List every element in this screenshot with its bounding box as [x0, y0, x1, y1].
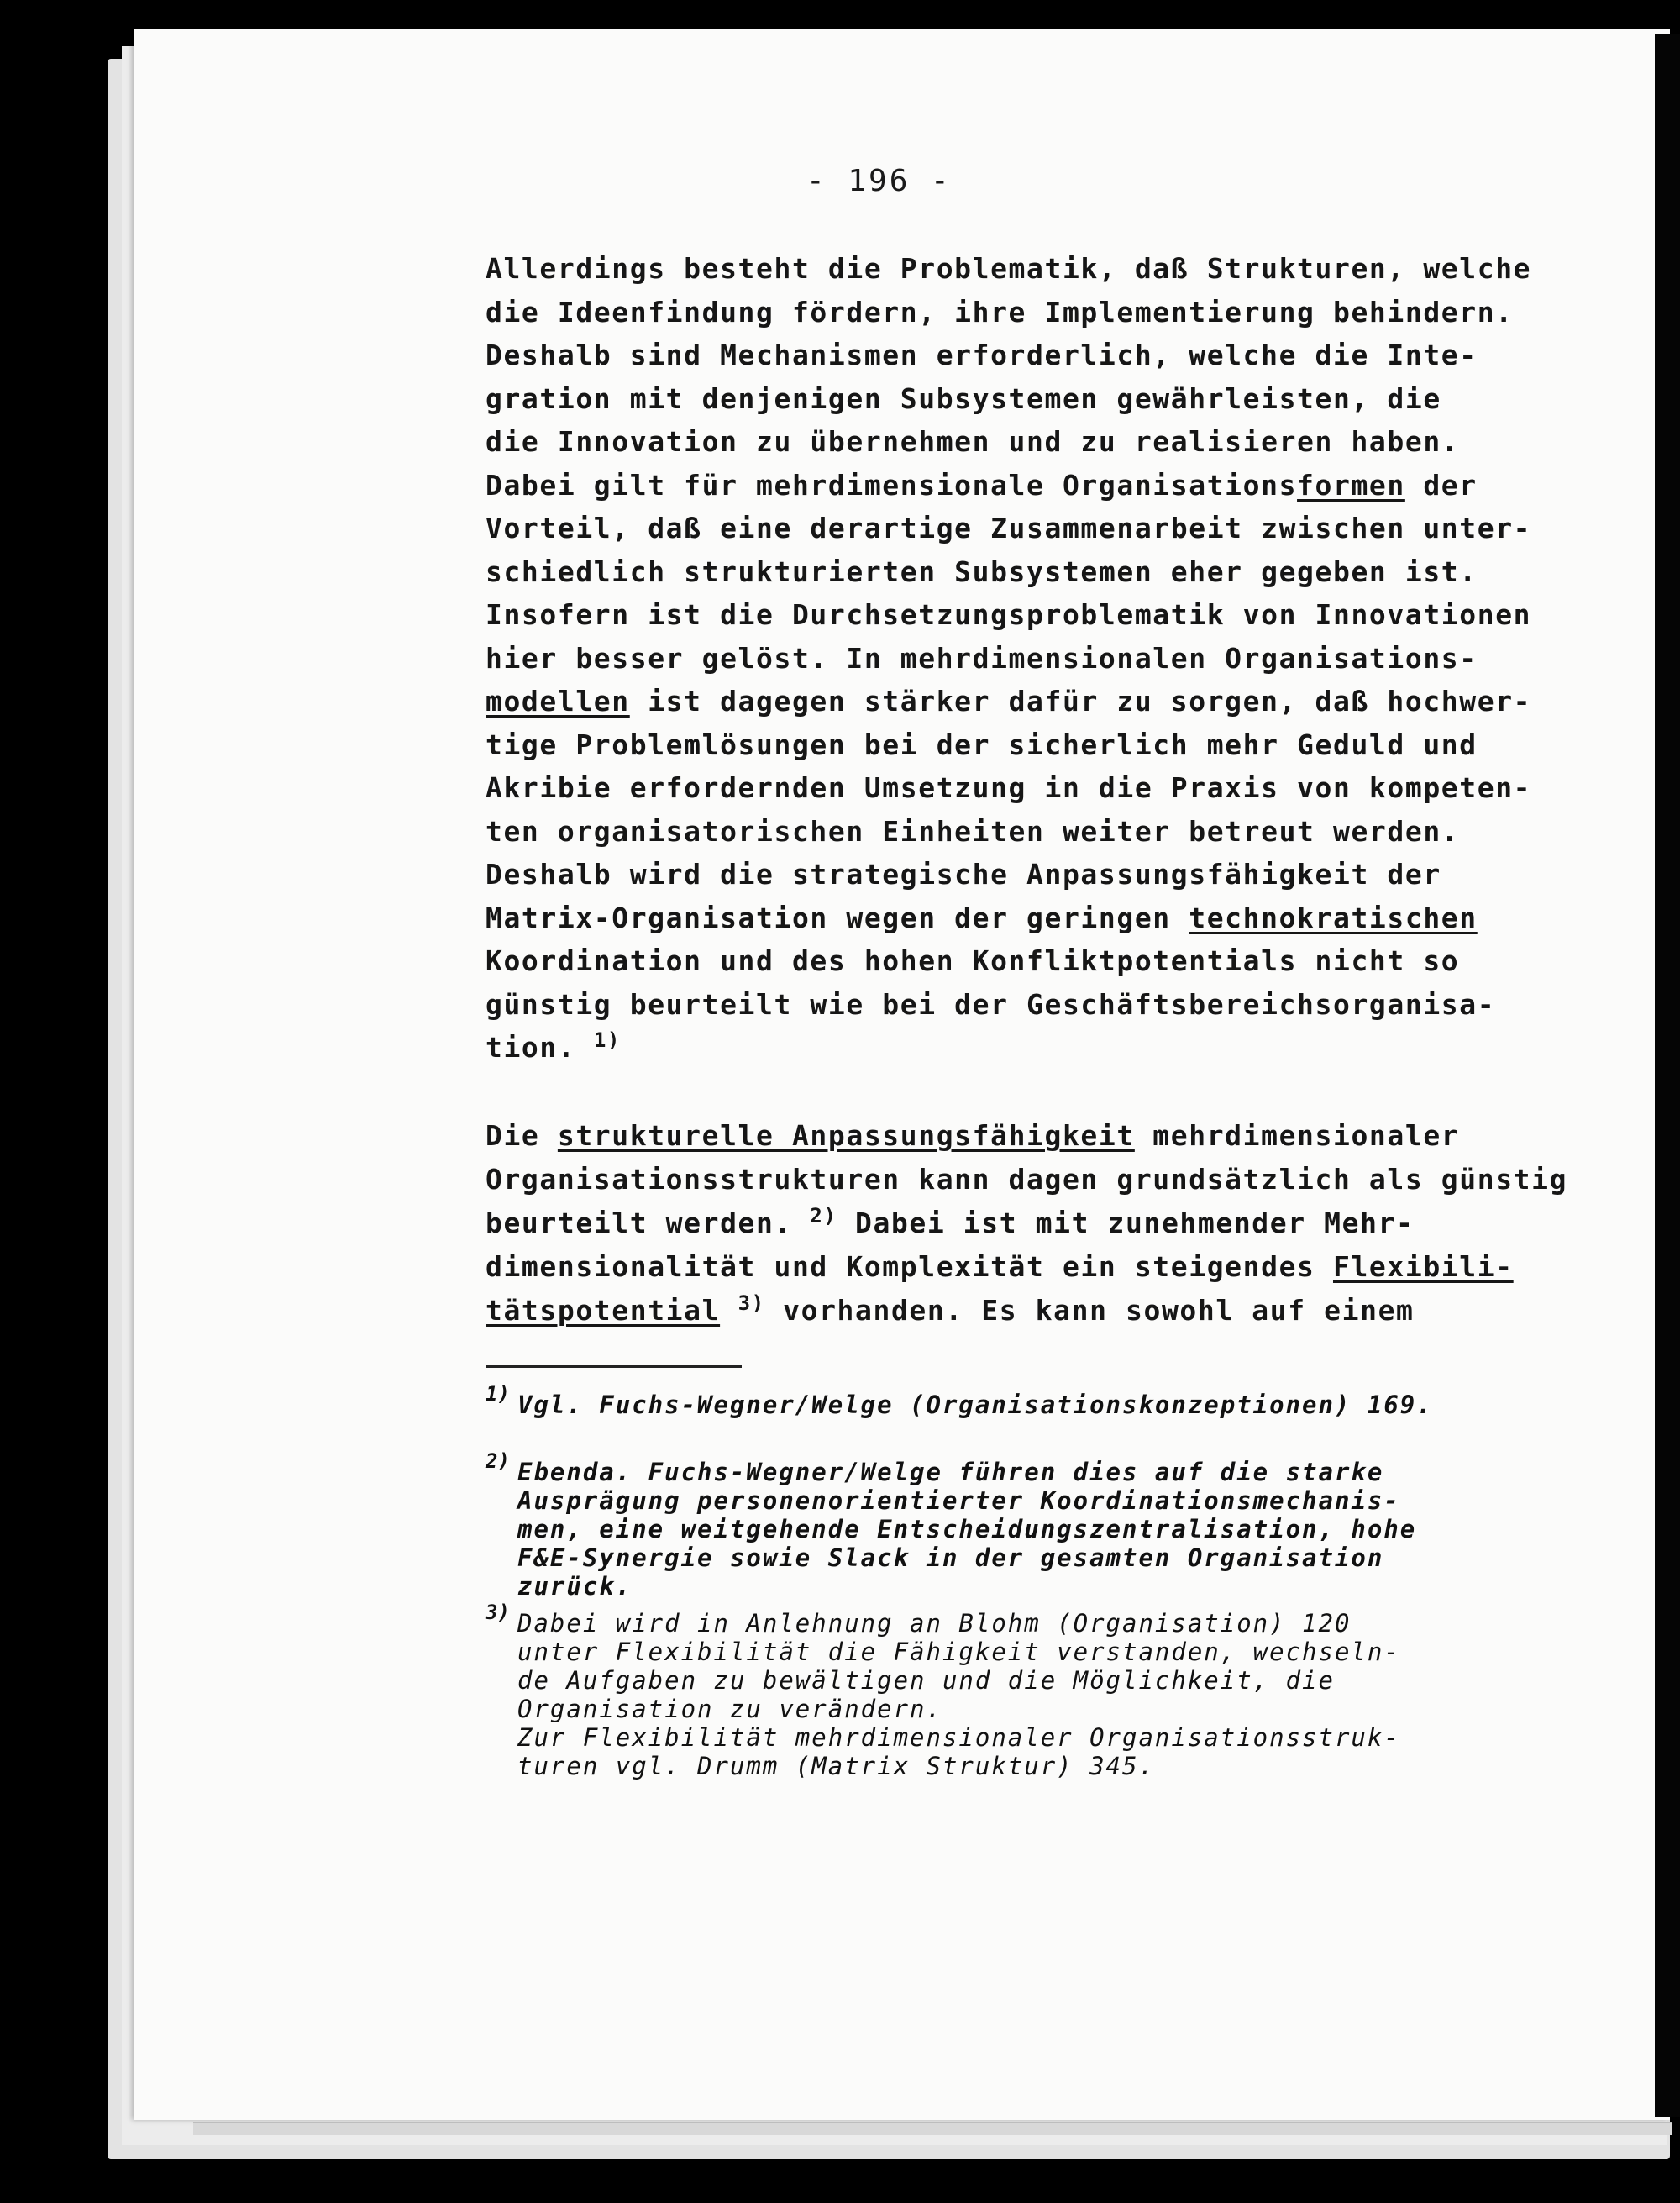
- footnote-separator: [486, 1365, 742, 1368]
- underlined-emphasis: formen: [1297, 468, 1405, 502]
- footnote-marker: 1): [486, 1382, 510, 1406]
- text-segment: ist dagegen stärker dafür zu sorgen, daß hochwer-: [629, 685, 1532, 718]
- footnote-line: Dabei wird in Anlehnung an Blohm (Organisation) 120: [517, 1609, 1352, 1638]
- text-line: [486, 1250, 1514, 1283]
- text-line: Vorteil, daß eine derartige Zusammenarbeit zwischen unter-: [486, 512, 1532, 544]
- text-line: Akribie erfordernden Umsetzung in die Praxis von kompeten-: [486, 771, 1532, 804]
- text-line: [486, 1028, 621, 1064]
- underlined-emphasis: modellen: [486, 685, 630, 718]
- underlined-emphasis: Flexibili-: [1332, 1250, 1514, 1283]
- text-segment: beurteilt werden.: [486, 1207, 811, 1239]
- text-line: Deshalb sind Mechanismen erforderlich, welche die Inte-: [486, 339, 1478, 371]
- footnote-reference: 1): [593, 1028, 621, 1052]
- footnote-line: Vgl. Fuchs-Wegner/Welge (Organisationskonzeptionen) 169.: [517, 1391, 1433, 1419]
- text-segment: Dabei ist mit zunehmender Mehr-: [837, 1207, 1415, 1239]
- footnote-marker: 2): [486, 1449, 510, 1473]
- footnote-line: zurück.: [517, 1572, 633, 1601]
- footnote-line: unter Flexibilität die Fähigkeit verstanden, wechseln-: [517, 1638, 1400, 1666]
- text-segment: tion.: [486, 1031, 594, 1064]
- text-segment: vorhanden. Es kann sowohl auf einem: [764, 1294, 1415, 1327]
- footnote-line: Ausprägung personenorientierter Koordinationsmechanis-: [517, 1486, 1400, 1515]
- footnote-line: Zur Flexibilität mehrdimensionaler Organisationsstruk-: [517, 1723, 1400, 1752]
- text-line: [486, 685, 1531, 718]
- text-segment: Die: [486, 1119, 558, 1152]
- text-line: Deshalb wird die strategische Anpassungsfähigkeit der: [486, 858, 1441, 891]
- text-line: hier besser gelöst. In mehrdimensionalen Organisations-: [486, 641, 1478, 675]
- footnote-line: men, eine weitgehende Entscheidungszentralisation, hohe: [517, 1515, 1417, 1543]
- footnote-line: turen vgl. Drumm (Matrix Struktur) 345.: [517, 1752, 1155, 1780]
- footnote-reference: 2): [810, 1204, 837, 1228]
- text-line: Koordination und des hohen Konfliktpotentials nicht so: [486, 944, 1460, 977]
- text-line: gration mit denjenigen Subsystemen gewährleisten, die: [486, 381, 1441, 415]
- footnote-marker: 3): [486, 1601, 510, 1624]
- text-segment: dimensionalität und Komplexität ein steigendes: [486, 1250, 1333, 1283]
- footnote-line: Organisation zu verändern.: [517, 1695, 942, 1723]
- footnote-line: F&E-Synergie sowie Slack in der gesamten Organisation: [517, 1543, 1384, 1572]
- page-bottom-edge: [193, 2122, 1672, 2135]
- text-line: [486, 1119, 1459, 1152]
- underlined-emphasis: technokratischen: [1189, 901, 1478, 934]
- text-line: ten organisatorischen Einheiten weiter betreut werden.: [486, 814, 1460, 848]
- text-line: Allerdings besteht die Problematik, daß Strukturen, welche: [486, 252, 1532, 285]
- scan-border-right: [1655, 34, 1680, 2117]
- footnote-line: de Aufgaben zu bewältigen und die Möglichkeit, die: [517, 1666, 1335, 1695]
- text-line: die Ideenfindung fördern, ihre Implementierung behindern.: [486, 295, 1514, 329]
- text-line: Organisationsstrukturen kann dagen grundsätzlich als günstig: [486, 1163, 1568, 1196]
- text-line: [486, 902, 1478, 934]
- text-line: günstig beurteilt wie bei der Geschäftsbereichsorganisa-: [486, 987, 1496, 1021]
- page-number: - 196 -: [806, 164, 952, 198]
- text-segment: [720, 1294, 738, 1327]
- text-segment: der: [1404, 468, 1478, 502]
- footnote-line: Ebenda. Fuchs-Wegner/Welge führen dies auf die starke: [517, 1458, 1384, 1486]
- text-segment: Matrix-Organisation wegen der geringen: [486, 901, 1189, 934]
- text-line: [486, 1204, 1415, 1239]
- underlined-emphasis: tätspotential: [486, 1294, 721, 1327]
- text-segment: mehrdimensionaler: [1134, 1119, 1460, 1152]
- text-line: tige Problemlösungen bei der sicherlich mehr Geduld und: [486, 728, 1478, 761]
- underlined-emphasis: strukturelle Anpassungsfähigkeit: [557, 1119, 1135, 1152]
- text-line: [486, 1291, 1415, 1327]
- text-line: [486, 469, 1478, 502]
- text-line: schiedlich strukturierten Subsystemen eher gegeben ist.: [486, 555, 1478, 588]
- text-segment: Dabei gilt für mehrdimensionale Organisations: [486, 468, 1298, 502]
- footnote-reference: 3): [738, 1291, 765, 1315]
- text-line: die Innovation zu übernehmen und zu realisieren haben.: [486, 425, 1460, 458]
- text-line: Insofern ist die Durchsetzungsproblematik von Innovationen: [486, 598, 1532, 631]
